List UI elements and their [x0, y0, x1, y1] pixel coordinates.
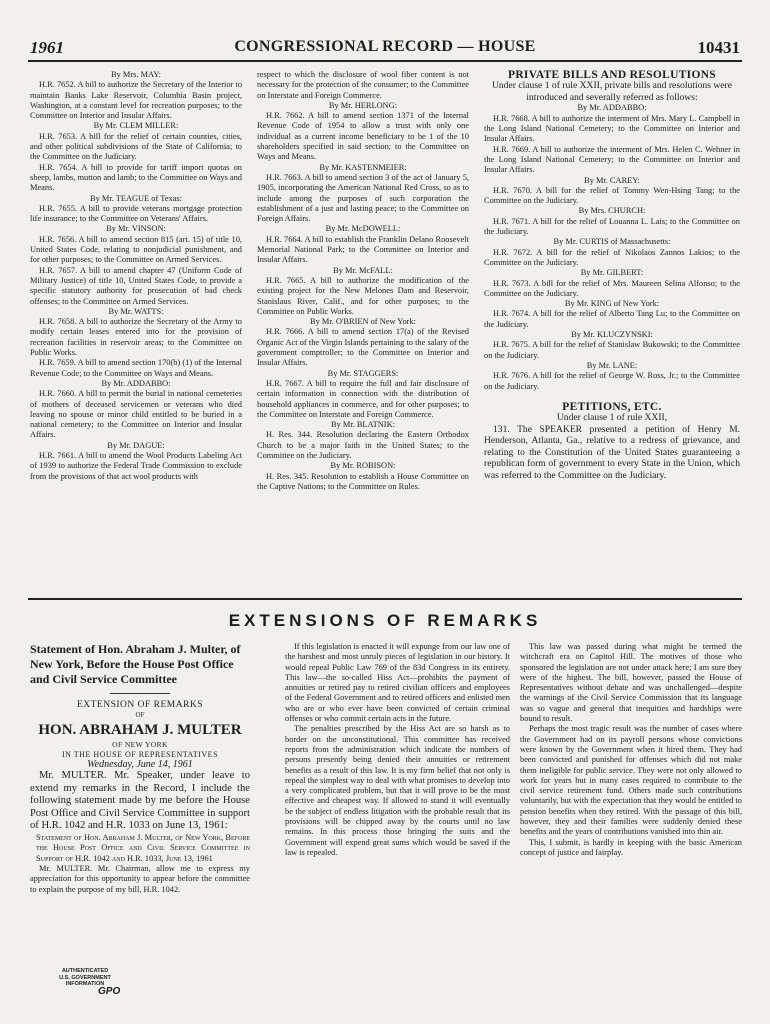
extensions-of-remarks-title: EXTENSIONS OF REMARKS — [228, 611, 542, 630]
sponsor-line: By Mr. VINSON: — [106, 224, 166, 234]
paragraph: The penalties prescribed by the Hiss Act are so harsh as to border on the unconstitutional. This committee has received reports from the administration which indicate the numbers of persons presently being denied their annuities or retirement benefits as a result of this law. It is my firm belief that not only is repeal the simplest way to deal with what promises to develop into a very complicated problem, but that it will prove to be the most effective and cheapest way. If allowed to stand it will eventually be the subject of endless litigation with the probable result that its provisions will be chipped away by the courts until no law remains. In this process those bringing the suits and the Government will expend great sums which would be saved if the law is repealed. — [285, 724, 510, 857]
sponsor-line: By Mr. CAREY: — [584, 175, 640, 185]
header-page-number: 10431 — [697, 38, 740, 57]
section-intro: Under clause 1 of rule XXII, private bills and resolutions were introduced and severally referred as follows: — [491, 80, 733, 103]
statement-title: Statement of Hon. Abraham J. Multer, of New York, Before the House Post Office and Civil Service Committee — [30, 642, 241, 686]
paragraph: H.R. 7673. A bill for the relief of Mrs. Maureen Selina Alfonso; to the Committee on the Judiciary. — [484, 278, 740, 298]
paragraph: If this legislation is enacted it will expunge from our law one of the harshest and most unruly pieces of legislation in our history. It would repeal Public Law 769 of the 83d Congress in its entirety. This law—the so-called Hiss Act—prohibits the payment of annuities or retired pay to retired civilian officers and employees of the Federal Government and to retired officers and enlisted men who are or who ever have been convicted of certain criminal offenses or who commit certain acts in the future. — [285, 642, 510, 724]
sponsor-line: By Mr. GILBERT: — [580, 268, 644, 278]
paragraph: H.R. 7664. A bill to establish the Franklin Delano Roosevelt Memorial National Park; to the Committee on Interior and Insular Affairs. — [257, 234, 469, 265]
sponsor-line: By Mr. STAGGERS: — [327, 368, 399, 378]
paragraph: H.R. 7671. A bill for the relief of Louanna L. Lais; to the Committee on the Judiciary. — [484, 216, 740, 237]
extension-heading: EXTENSION OF REMARKS — [76, 700, 204, 710]
extension-column-1 — [30, 642, 250, 1007]
sponsor-line: By Mr. BLATNIK: — [331, 420, 395, 430]
sponsor-line: By Mr. McFALL: — [333, 265, 393, 275]
gpo-authenticated-logo — [40, 968, 130, 1012]
column-3-private-bills-petitions — [484, 70, 740, 590]
paragraph: This law was passed during what might be termed the witchcraft era on Capitol Hill. The motives of those who sponsored the legislation are not under attack here; I am sure they were of the highest. The bill, however, passed the House of Representatives without debate and was unchallenged—despite the warnings of the Civil Service Commission that its language was so vague and general that inequities and hardships were bound to result. — [520, 642, 742, 724]
paragraph: H.R. 7669. A bill to authorize the interment of Mrs. Helen C. Wehner in the Long Island National Cemetery; to the Committee on Interior and Insular Affairs. — [484, 144, 740, 175]
section-title: PETITIONS, ETC. — [562, 400, 662, 413]
paragraph: H.R. 7655. A bill to provide veterans mortgage protection life insurance; to the Committee on Veterans' Affairs. — [30, 203, 242, 224]
divider — [110, 693, 170, 694]
paragraph: Perhaps the most tragic result was the number of cases where the Government had on its payroll persons whose convictions were known by the Government when it hired them. They had been convicted and punished for offenses which did not make them ineligible for public service. They were not only allowed to work for years but in many cases required to contribute to the civil service retirement fund. Others made such contributions voluntarily, but with the expectation that they would be entitled to pension benefits when they retired. With the passage of this bill, however, they and their families were suddenly denied these benefits and the years of contributions vanished into thin air. — [520, 724, 742, 837]
paragraph: H.R. 7675. A bill for the relief of Stanislaw Bukowski; to the Committee on the Judiciary. — [484, 340, 740, 360]
paragraph: H.R. 7659. A bill to amend section 170(b) (1) of the Internal Revenue Code; to the Committee on Ways and Means. — [30, 358, 242, 378]
logo-line-1: AUTHENTICATED — [61, 968, 109, 974]
sponsor-line: By Mr. CURTIS of Massachusetts: — [553, 237, 671, 247]
statement-caption: Statement of Hon. Abraham J. Multer, of New York, Before the House Post Office and Civil Service Committee in Support of H.R. 1042 and H.R. 1033, June 13, 1961 — [36, 832, 250, 863]
sponsor-line: By Mr. DAGUE: — [107, 440, 165, 450]
paragraph: respect to which the disclosure of wool fiber content is not necessary for the protection of the consumer; to the Committee on Interstate and Foreign Commerce. — [257, 70, 469, 100]
date-line: Wednesday, June 14, 1961 — [87, 759, 193, 771]
paragraph: H.R. 7670. A bill for the relief of Tommy Wen-Hsing Tang; to the Committee on the Judiciary. — [484, 185, 740, 206]
extension-column-2 — [285, 642, 510, 1007]
paragraph: H.R. 7660. A bill to permit the burial in national cemeteries of mothers of deceased servicemen or veterans who died leaving no spouse or minor child entitled to be buried in a national cemetery; to the Committee on Interior and Insular Affairs. — [30, 389, 242, 440]
paragraph: H.R. 7656. A bill to amend section 815 (art. 15) of title 10, United States Code, relating to nonjudicial punishment, and for other purposes; to the Committee on Armed Services. — [30, 234, 242, 265]
paragraph: H.R. 7662. A bill to amend section 1371 of the Internal Revenue Code of 1954 to allow a trust with only one individual as a current income beneficiary to be 1 of the 10 shareholders specified in said section; to the Committee on Ways and Means. — [257, 111, 469, 162]
paragraph: H.R. 7652. A bill to authorize the Secretary of the Interior to maintain Banks Lake Reservoir, Columbia Basin project, Washington, at a constant level for recreation purposes; to the Committee on Interior and Insular Affairs. — [30, 80, 242, 121]
sponsor-line: By Mr. O'BRIEN of New York: — [310, 317, 416, 327]
chamber-line: IN THE HOUSE OF REPRESENTATIVES — [61, 749, 219, 759]
paragraph: H.R. 7663. A bill to amend section 3 of the act of January 5, 1905, incorporating the American National Red Cross, so as to include among the purposes of such corporation the establishment of a just and lasting peace; to the Committee on Foreign Affairs. — [257, 172, 469, 224]
sponsor-line: By Mr. HERLONG: — [328, 100, 398, 110]
extension-column-3 — [520, 642, 742, 1007]
sponsor-line: By Mr. KASTENMEIER: — [319, 162, 407, 172]
sponsor-line: By Mrs. MAY: — [111, 70, 161, 79]
sponsor-line: By Mr. KING of New York: — [564, 299, 660, 309]
header-rule — [28, 60, 742, 62]
header-title: CONGRESSIONAL RECORD — HOUSE — [234, 38, 536, 55]
paragraph: H. Res. 344. Resolution declaring the Eastern Orthodox Church to be a major faith in the United States; to the Committee on the Judiciary. — [257, 430, 469, 460]
petition-paragraph: 131. The SPEAKER presented a petition of Henry M. Henderson, Atlanta, Ga., relative to a redress of grievance, and relating to the Constitution of the United States guaranteeing a republican form of government to every State in the Union, which was referred to the Committee on the Judiciary. — [484, 423, 740, 482]
sponsor-line: By Mr. WATTS: — [108, 306, 164, 316]
section-divider — [28, 598, 742, 600]
paragraph: H.R. 7657. A bill to amend chapter 47 (Uniform Code of Military Justice) of title 10, United States Code, to provide a specific statutory authority for prosecution of bad check offenses; to the Committee on Armed Services. — [30, 265, 242, 306]
paragraph: This, I submit, is hardly in keeping with the basic American concept of justice and fairplay. — [520, 837, 742, 857]
section-intro: Under clause 1 of rule XXII, — [556, 412, 668, 424]
sponsor-line: By Mr. McDOWELL: — [325, 224, 401, 234]
member-name: HON. ABRAHAM J. MULTER — [38, 721, 242, 738]
sponsor-line: By Mr. TEAGUE of Texas: — [90, 193, 182, 203]
sponsor-line: By Mr. ADDABBO: — [577, 103, 647, 113]
page-header — [30, 38, 740, 60]
sponsor-line: By Mr. CLEM MILLER: — [93, 121, 179, 131]
paragraph: H.R. 7668. A bill to authorize the interment of Mrs. Mary L. Campbell in the Long Island National Cemetery; to the Committee on Interior and Insular Affairs. — [484, 113, 740, 144]
paragraph: H.R. 7672. A bill for the relief of Nikolaos Zannos Lakios; to the Committee on the Judiciary. — [484, 247, 740, 267]
paragraph: Mr. MULTER. Mr. Chairman, allow me to express my appreciation for this opportunity to appear before the committee to explain the purpose of my bill, H.R. 1042. — [30, 864, 250, 894]
sponsor-line: By Mr. ROBISON: — [330, 461, 396, 471]
sponsor-line: By Mrs. CHURCH: — [578, 206, 646, 216]
sponsor-line: By Mr. LANE: — [586, 360, 638, 370]
paragraph: H.R. 7653. A bill for the relief of certain counties, cities, and other political subdivisions of the State of California; to the Committee on the Judiciary. — [30, 131, 242, 162]
sponsor-line: By Mr. ADDABBO: — [101, 378, 171, 388]
paragraph: H.R. 7658. A bill to authorize the Secretary of the Army to modify certain leases entered into for the provision of recreation facilities in reservoir areas; to the Committee on Public Works. — [30, 317, 242, 358]
column-1-public-bills — [30, 70, 242, 590]
paragraph: H.R. 7667. A bill to require the full and fair disclosure of certain information in connection with the distribution of household appliances in commerce, and for other purposes; to the Committee on Interstate and Foreign Commerce. — [257, 378, 469, 419]
paragraph: H.R. 7661. A bill to amend the Wool Products Labeling Act of 1939 to authorize the Federal Trade Commission to exclude from the provisions of that act wool products with — [30, 450, 242, 481]
paragraph: H.R. 7654. A bill to provide for tariff import quotas on sheep, lambs, mutton and lamb; to the Committee on Ways and Means. — [30, 162, 242, 193]
member-state: OF NEW YORK — [112, 739, 168, 749]
paragraph: H.R. 7665. A bill to authorize the modification of the existing project for the New Melones Dam and Reservoir, Stanislaus River, Calif., and for other purposes; to the Committee on Public Works. — [257, 275, 469, 316]
logo-line-3: INFORMATION — [65, 981, 105, 987]
logo-gpo-mark: GPO — [98, 986, 121, 997]
header-year: 1961 — [30, 38, 64, 57]
of-line: OF — [135, 711, 145, 720]
paragraph: H.R. 7674. A bill for the relief of Alberto Tang Lu; to the Committee on the Judiciary. — [484, 309, 740, 329]
sponsor-line: By Mr. KLUCZYNSKI: — [571, 330, 653, 340]
paragraph: H. Res. 345. Resolution to establish a House Committee on the Captive Nations; to the Committee on Rules. — [257, 471, 469, 491]
logo-line-2: U.S. GOVERNMENT — [59, 974, 111, 981]
paragraph: H.R. 7666. A bill to amend section 17(a) of the Revised Organic Act of the Virgin Islands pertaining to the salary of the government comptroller; to the Committee on Interior and Insular Affairs. — [257, 327, 469, 368]
paragraph: H.R. 7676. A bill for the relief of George W. Ross, Jr.; to the Committee on the Judiciary. — [484, 371, 740, 391]
column-2-public-bills — [257, 70, 469, 590]
section-title: PRIVATE BILLS AND RESOLUTIONS — [508, 70, 716, 81]
opening-paragraph: Mr. MULTER. Mr. Speaker, under leave to extend my remarks in the Record, I include the following statement made by me before the House Post Office and Civil Service Committee in support of H.R. 1042 and H.R. 1033 on June 13, 1961: — [30, 770, 250, 832]
